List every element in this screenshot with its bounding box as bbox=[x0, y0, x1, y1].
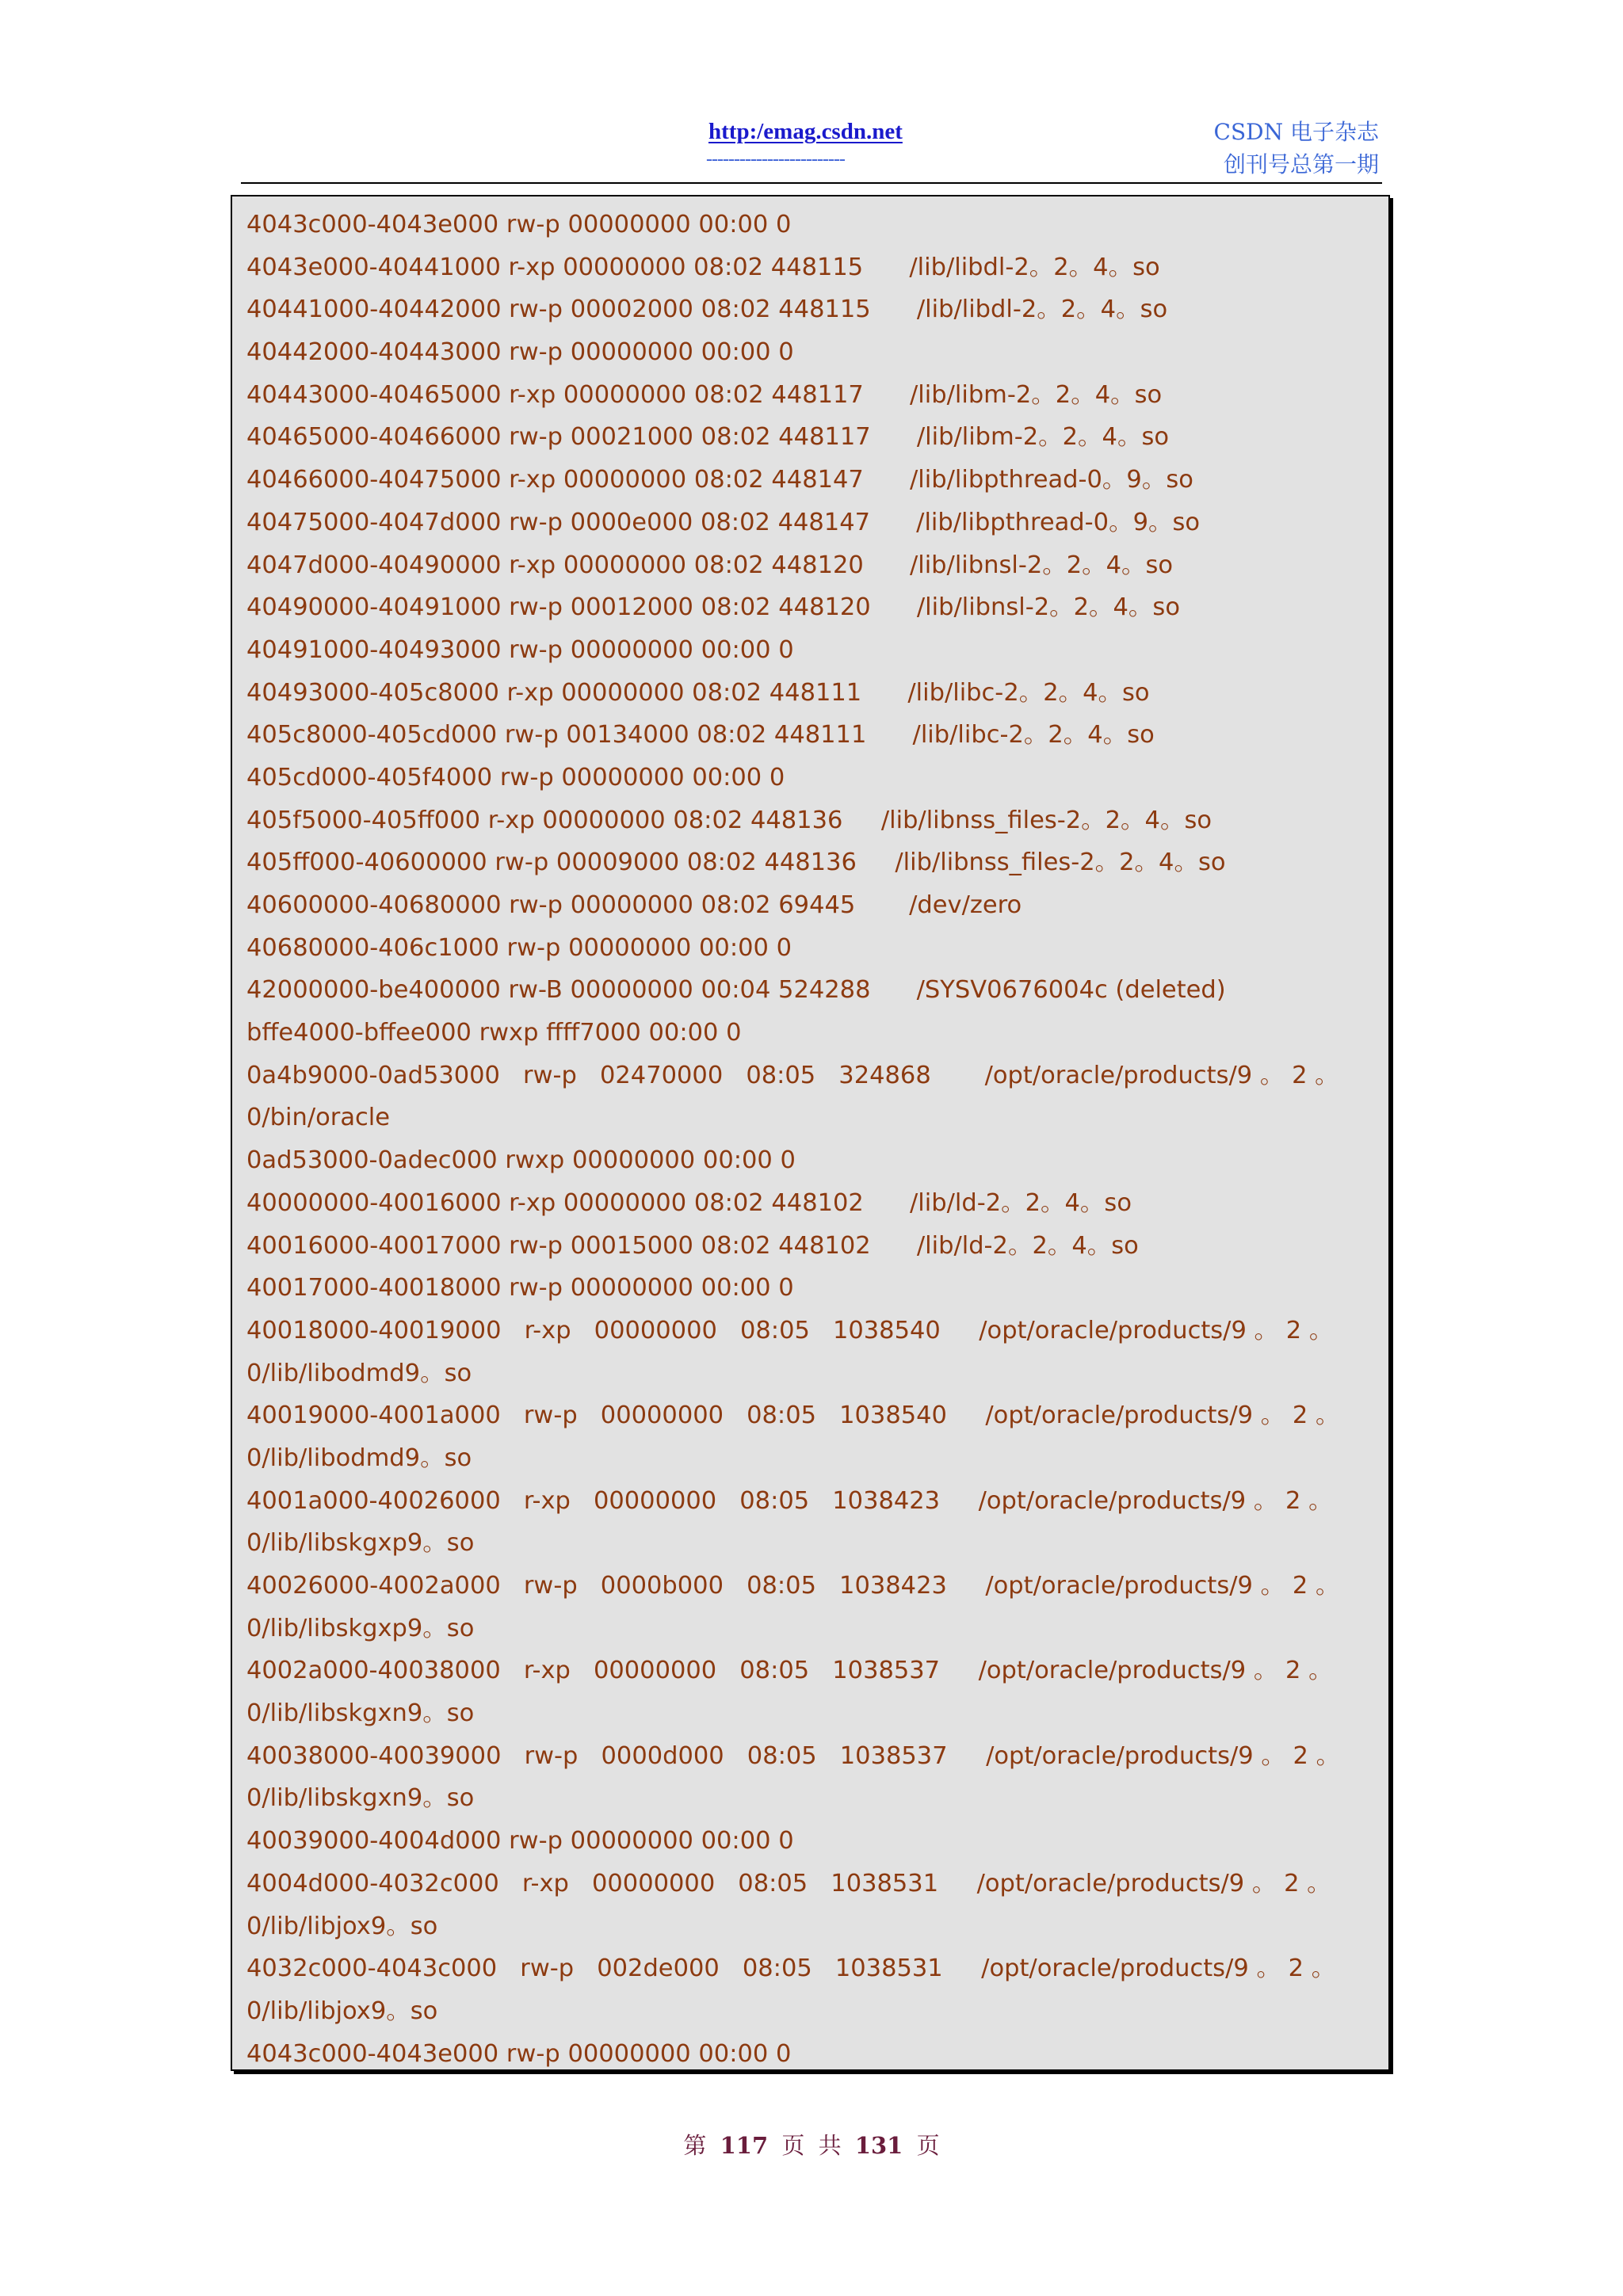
code-listing-box bbox=[231, 195, 1390, 2071]
code-line: 405c8000-405cd000 rw-p 00134000 08:02 448111 /lib/libc-2。2。4。so bbox=[246, 721, 1155, 749]
header-separator: ------------------------- bbox=[706, 149, 845, 170]
issue-label: 创刊号总第一期 bbox=[1223, 151, 1379, 177]
footer-total-pages: 131 bbox=[854, 2132, 903, 2159]
code-line: 0/lib/libjox9。so bbox=[246, 1997, 438, 2025]
code-line: 0/lib/libjox9。so bbox=[246, 1912, 438, 1940]
code-line: 40019000-4001a000 rw-p 00000000 08:05 1038540 /opt/oracle/products/9 。 2 。 bbox=[246, 1402, 1340, 1430]
footer-suffix: 页 bbox=[916, 2132, 940, 2159]
code-line: 40600000-40680000 rw-p 00000000 08:02 69445 /dev/zero bbox=[246, 891, 1022, 919]
code-line: 40680000-406c1000 rw-p 00000000 00:00 0 bbox=[246, 933, 792, 962]
code-line: 4002a000-40038000 r-xp 00000000 08:05 1038537 /opt/oracle/products/9 。 2 。 bbox=[246, 1657, 1333, 1685]
code-line: 40442000-40443000 rw-p 00000000 00:00 0 bbox=[246, 338, 794, 367]
header-url-link[interactable]: http:/emag.csdn.net bbox=[708, 119, 903, 144]
code-line: 40039000-4004d000 rw-p 00000000 00:00 0 bbox=[246, 1827, 794, 1855]
code-line: 40018000-40019000 r-xp 00000000 08:05 1038540 /opt/oracle/products/9 。 2 。 bbox=[246, 1316, 1334, 1344]
code-line: 0/lib/libodmd9。so bbox=[246, 1359, 472, 1387]
footer-page-number: 117 bbox=[720, 2132, 769, 2159]
code-line: 40490000-40491000 rw-p 00012000 08:02 448120 /lib/libnsl-2。2。4。so bbox=[246, 593, 1180, 622]
code-line: 40475000-4047d000 rw-p 0000e000 08:02 448147 /lib/libpthread-0。9。so bbox=[246, 508, 1201, 536]
code-line: 0/lib/libskgxp9。so bbox=[246, 1614, 475, 1642]
code-line: 4047d000-40490000 r-xp 00000000 08:02 448120 /lib/libnsl-2。2。4。so bbox=[246, 551, 1174, 579]
code-line: 40016000-40017000 rw-p 00015000 08:02 448102 /lib/ld-2。2。4。so bbox=[246, 1231, 1139, 1260]
code-line: 40441000-40442000 rw-p 00002000 08:02 448115 /lib/libdl-2。2。4。so bbox=[246, 296, 1168, 324]
code-line: 0ad53000-0adec000 rwxp 00000000 00:00 0 bbox=[246, 1146, 796, 1175]
code-line: 0/lib/libodmd9。so bbox=[246, 1444, 472, 1472]
code-line: 40026000-4002a000 rw-p 0000b000 08:05 1038423 /opt/oracle/products/9 。 2 。 bbox=[246, 1572, 1340, 1600]
page-footer bbox=[0, 2128, 1623, 2161]
code-line: 4043c000-4043e000 rw-p 00000000 00:00 0 bbox=[246, 2039, 792, 2068]
code-line: 40443000-40465000 r-xp 00000000 08:02 448117 /lib/libm-2。2。4。so bbox=[246, 380, 1163, 409]
code-line: 0/bin/oracle bbox=[246, 1104, 391, 1132]
code-lines bbox=[246, 204, 1370, 2075]
footer-prefix: 第 bbox=[683, 2132, 707, 2159]
code-line: 4043e000-40441000 r-xp 00000000 08:02 448115 /lib/libdl-2。2。4。so bbox=[246, 253, 1160, 281]
code-line: 40465000-40466000 rw-p 00021000 08:02 448117 /lib/libm-2。2。4。so bbox=[246, 423, 1170, 452]
header-magazine-info bbox=[1214, 116, 1379, 181]
code-line: 405ff000-40600000 rw-p 00009000 08:02 448136 /lib/libnss_files-2。2。4。so bbox=[246, 849, 1226, 877]
code-line: 0/lib/libskgxn9。so bbox=[246, 1699, 475, 1728]
magazine-title: CSDN 电子杂志 bbox=[1213, 119, 1379, 145]
code-line: 40493000-405c8000 r-xp 00000000 08:02 448111 /lib/libc-2。2。4。so bbox=[246, 678, 1150, 707]
header-rule bbox=[241, 182, 1382, 184]
footer-middle: 页 共 bbox=[781, 2132, 842, 2159]
code-line: 4004d000-4032c000 r-xp 00000000 08:05 1038531 /opt/oracle/products/9 。 2 。 bbox=[246, 1869, 1331, 1897]
code-line: 42000000-be400000 rw-B 00000000 00:04 524288 /SYSV0676004c (deleted) bbox=[246, 976, 1226, 1005]
code-line: 40000000-40016000 r-xp 00000000 08:02 448102 /lib/ld-2。2。4。so bbox=[246, 1188, 1132, 1217]
code-line: 405cd000-405f4000 rw-p 00000000 00:00 0 bbox=[246, 763, 785, 791]
code-line: 40017000-40018000 rw-p 00000000 00:00 0 bbox=[246, 1274, 794, 1302]
code-line: 4001a000-40026000 r-xp 00000000 08:05 1038423 /opt/oracle/products/9 。 2 。 bbox=[246, 1486, 1333, 1515]
code-line: 40491000-40493000 rw-p 00000000 00:00 0 bbox=[246, 635, 794, 664]
code-line: 405f5000-405ff000 r-xp 00000000 08:02 448136 /lib/libnss_files-2。2。4。so bbox=[246, 806, 1212, 834]
code-line: 40038000-40039000 rw-p 0000d000 08:05 1038537 /opt/oracle/products/9 。 2 。 bbox=[246, 1741, 1341, 1770]
code-line: bffe4000-bffee000 rwxp ffff7000 00:00 0 bbox=[246, 1019, 742, 1047]
code-line: 4032c000-4043c000 rw-p 002de000 08:05 1038531 /opt/oracle/products/9 。 2 。 bbox=[246, 1955, 1336, 1983]
code-line: 0/lib/libskgxp9。so bbox=[246, 1529, 475, 1558]
code-line: 0a4b9000-0ad53000 rw-p 02470000 08:05 324868 /opt/oracle/products/9 。 2 。 bbox=[246, 1061, 1339, 1089]
code-line: 4043c000-4043e000 rw-p 00000000 00:00 0 bbox=[246, 211, 792, 238]
code-line: 40466000-40475000 r-xp 00000000 08:02 448147 /lib/libpthread-0。9。so bbox=[246, 466, 1193, 494]
code-line: 0/lib/libskgxn9。so bbox=[246, 1784, 475, 1813]
